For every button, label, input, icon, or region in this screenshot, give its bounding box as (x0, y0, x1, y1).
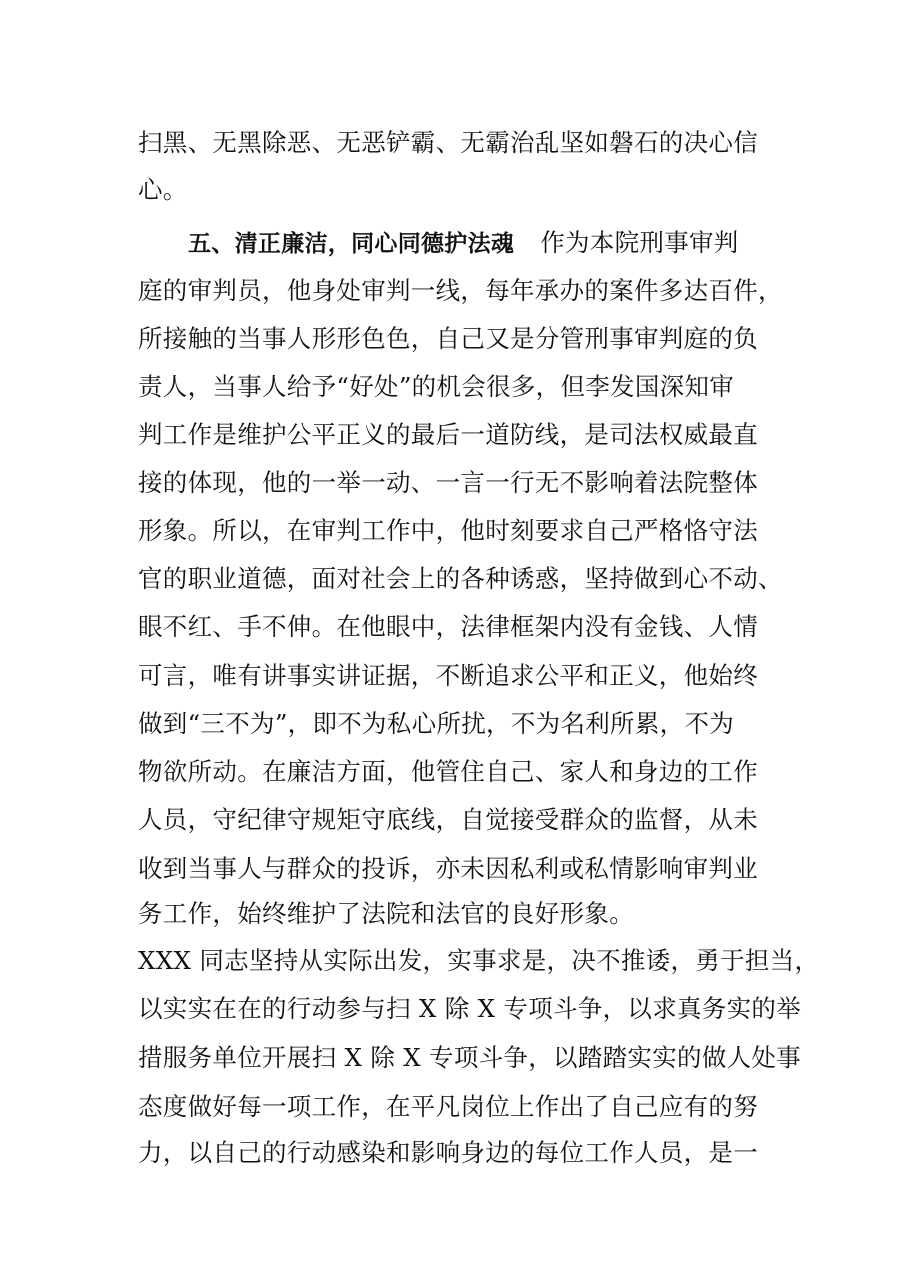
paragraph-line: 做到“三不为”，即不为私心所扰，不为名利所累，不为 (138, 709, 735, 738)
paragraph-line: 眼不红、手不伸。在他眼中，法律框架内没有金钱、人情 (138, 612, 758, 641)
section-first-line-text: 作为本院刑事审判 (540, 228, 739, 257)
paragraph-line: 措服务单位开展扫 X 除 X 专项斗争，以踏踏实实的做人处事 (138, 1043, 802, 1072)
paragraph-line: 接的体现，他的一举一动、一言一行无不影响着法院整体 (138, 468, 758, 497)
paragraph-line: 判工作是维护公平正义的最后一道防线，是司法权威最直 (138, 420, 758, 449)
paragraph-line: 务工作，始终维护了法院和法官的良好形象。 (138, 899, 634, 928)
paragraph-line: 人员，守纪律守规矩守底线，自觉接受群众的监督，从未 (138, 805, 758, 834)
paragraph-line: 可言，唯有讲事实讲证据，不断追求公平和正义，他始终 (138, 661, 758, 690)
paragraph-line: 庭的审判员，他身处审判一线，每年承办的案件多达百件， (138, 276, 783, 305)
section-heading: 五、清正廉洁，同心同德护法魂 (188, 231, 515, 257)
paragraph-line: 形象。所以，在审判工作中，他时刻要求自己严格恪守法 (138, 516, 758, 545)
paragraph-line: 力，以自己的行动感染和影响身边的每位工作人员，是一 (138, 1138, 758, 1167)
section-heading-line (188, 228, 739, 259)
paragraph-line: 心。 (138, 175, 188, 204)
paragraph-line: 扫黑、无黑除恶、无恶铲霸、无霸治乱坚如磐石的决心信 (138, 128, 758, 157)
paragraph-line: 态度做好每一项工作，在平凡岗位上作出了自己应有的努 (138, 1092, 758, 1121)
paragraph-line: 责人，当事人给予“好处”的机会很多，但李发国深知审 (138, 372, 735, 401)
paragraph-line: 物欲所动。在廉洁方面，他管住自己、家人和身边的工作 (138, 757, 758, 786)
paragraph-line: 官的职业道德，面对社会上的各种诱惑，坚持做到心不动、 (138, 564, 783, 593)
paragraph-line: 所接触的当事人形形色色，自己又是分管刑事审判庭的负 (138, 324, 758, 353)
paragraph-line: 收到当事人与群众的投诉，亦未因私利或私情影响审判业 (138, 854, 758, 883)
paragraph-line: XXX 同志坚持从实际出发，实事求是，决不推诿，勇于担当， (138, 946, 820, 975)
paragraph-line: 以实实在在的行动参与扫 X 除 X 专项斗争，以求真务实的举 (138, 994, 802, 1023)
